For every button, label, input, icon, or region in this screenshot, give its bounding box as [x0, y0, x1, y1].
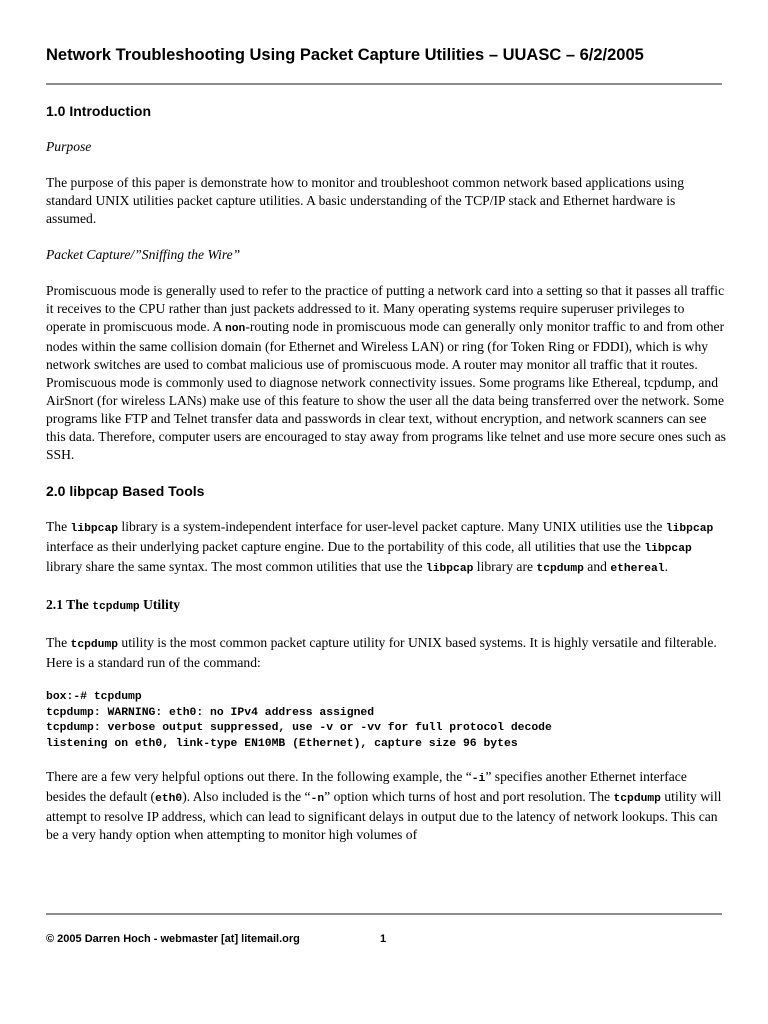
text-run: library are	[473, 559, 537, 574]
text-run: 2.1 The	[46, 597, 93, 612]
text-run: utility is the most common packet capture utility for UNIX based systems. It is highly versatile and filterable. Here is a standard run of the command:	[46, 635, 717, 670]
text-run: The	[46, 519, 71, 534]
inline-code: tcpdump	[613, 793, 661, 805]
inline-code: libpcap	[425, 563, 474, 575]
text-run: interface as their underlying packet capture engine. Due to the portability of this code, all utilities that use the	[46, 539, 645, 554]
inline-code: libpcap	[644, 543, 692, 555]
text-run: ” specifies another Ethernet interface besides the default (	[46, 769, 687, 804]
document-body	[46, 102, 726, 862]
text-run: library is a system-independent interface for user-level packet capture. Many UNIX utilities use the	[118, 519, 666, 534]
page-number: 1	[380, 933, 387, 945]
inline-code: non	[224, 323, 246, 335]
text-run: Promiscuous mode is generally used to refer to the practice of putting a network card into a setting so that it passes all traffic it receives to the CPU rather than just packets addressed to it. Many operating systems require superuser privileges to operate in promiscuous mode. A	[46, 283, 725, 334]
text-run: Utility	[139, 597, 181, 612]
text-run: -routing node in promiscuous mode can generally only monitor traffic to and from other nodes within the same collision domain (for Ethernet and Wireless LAN) or ring (for Token Ring or FDDI), which is why network switches are used to combat malicious use of promiscuous mode. A router may monitor all traffic that it routes. Promiscuous mode is commonly used to diagnose network connectivity issues. Some programs like Ethereal, tcpdump, and AirSnort (for wireless LANs) make use of this feature to show the user all the data being transferred over the network. Some programs like FTP and Telnet transfer data and passwords in clear text, without encryption, and network scanners can see this data. Therefore, computer users are encouraged to stay away from programs like telnet and use more secure ones such as SSH.	[46, 319, 726, 462]
text-run: utility will attempt to resolve IP address, which can lead to significant delays in output due to the latency of network lookups. This can be a very handy option when attempting to monitor high volumes of	[46, 789, 722, 842]
subheading-packet-capture: Packet Capture/”Sniffing the Wire”	[46, 247, 241, 262]
footer-rule	[46, 913, 722, 915]
paragraph-tcpdump	[46, 634, 726, 672]
text-run: The	[46, 635, 71, 650]
text-run: ” option which turns of host and port resolution. The	[324, 789, 614, 804]
inline-code: tcpdump	[92, 601, 140, 613]
inline-code: tcpdump	[70, 639, 119, 651]
text-run: and	[583, 559, 611, 574]
inline-code: libpcap	[665, 523, 714, 535]
inline-code: -n	[310, 793, 325, 805]
inline-code: -i	[471, 773, 486, 785]
text-run: .	[664, 559, 668, 574]
inline-code: tcpdump	[536, 563, 584, 575]
section-heading-libpcap: 2.0 libpcap Based Tools	[46, 483, 205, 499]
text-run: library share the same syntax. The most common utilities that use the	[46, 559, 426, 574]
section-heading-tcpdump	[46, 596, 726, 616]
footer-copyright: © 2005 Darren Hoch - webmaster [at] litemail.org	[46, 933, 300, 945]
header-rule	[46, 83, 722, 85]
section-heading-introduction: 1.0 Introduction	[46, 103, 151, 119]
paragraph-promiscuous-mode	[46, 282, 726, 464]
paragraph-purpose: The purpose of this paper is demonstrate how to monitor and troubleshoot common network based applications using standard UNIX utilities packet capture utilities. A basic understanding of the TCP/IP stack and Ethernet hardware is assumed.	[46, 175, 685, 226]
text-run: There are a few very helpful options out there. In the following example, the “	[46, 769, 472, 784]
code-block-tcpdump-run: box:-# tcpdump tcpdump: WARNING: eth0: no IPv4 address assigned tcpdump: verbose output suppressed, use -v or -vv for full protocol decode listening on eth0, link-type EN10MB (Ethernet), capture size 96 bytes	[46, 691, 552, 750]
inline-code: eth0	[155, 793, 183, 805]
paragraph-options	[46, 768, 726, 844]
inline-code: ethereal	[610, 563, 665, 575]
paragraph-libpcap	[46, 518, 726, 578]
subheading-purpose: Purpose	[46, 139, 92, 154]
text-run: ). Also included is the “	[182, 789, 311, 804]
document-title: Network Troubleshooting Using Packet Capture Utilities – UUASC – 6/2/2005	[46, 46, 644, 64]
inline-code: libpcap	[70, 523, 119, 535]
